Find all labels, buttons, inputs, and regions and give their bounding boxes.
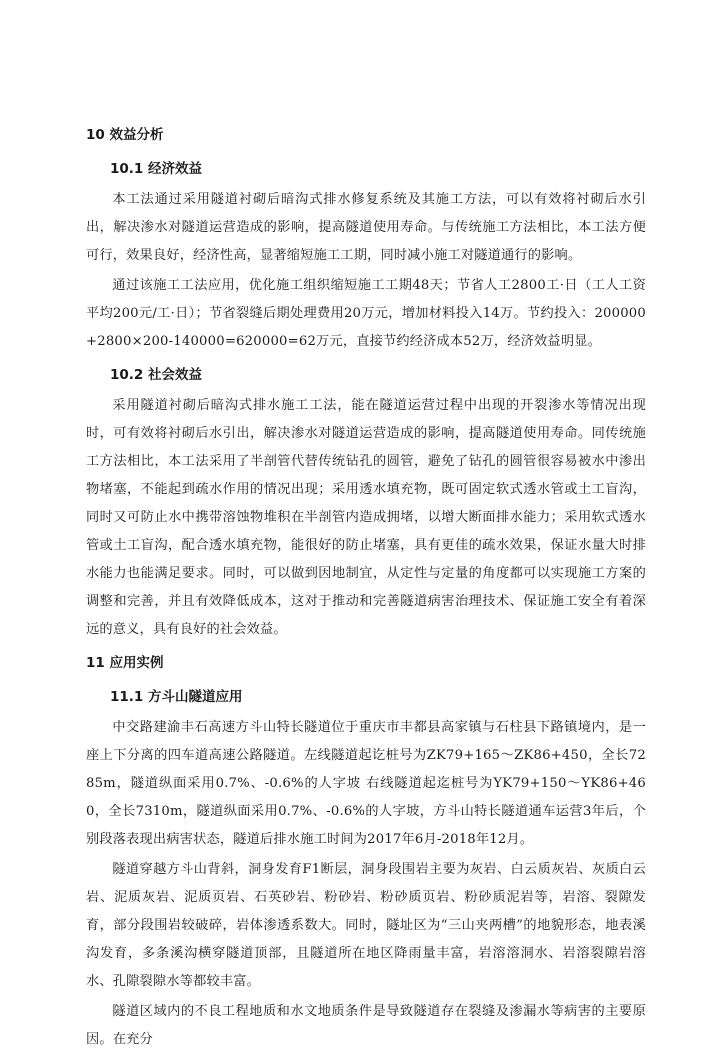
section-11-1-paragraph-2: 隧道穿越方斗山背斜，洞身发育F1断层，洞身段围岩主要为灰岩、白云质灰岩、灰质白云岩、泥质灰岩、泥质页岩、石英砂岩、粉砂岩、粉砂质页岩、粉砂质泥岩等，岩溶、裂隙发育，部分段围岩较破碎，岩体渗透系数大。同时，隧址区为“三山夹两槽”的地貌形态，地表溪沟发育，多条溪沟横穿隧道顶部，且隧道所在地区降雨量丰富，岩溶溶洞水、岩溶裂隙岩溶水、孔隙裂隙水等都较丰富。: [86, 862, 646, 989]
document-body: [86, 118, 646, 1056]
section-10-heading: 10 效益分析: [86, 127, 164, 143]
section-11-1-paragraph-3: 隧道区域内的不良工程地质和水文地质条件是导致隧道存在裂缝及渗漏水等病害的主要原因。在充分: [86, 1004, 646, 1047]
section-10-2-heading: 10.2 社会效益: [110, 367, 203, 383]
section-11-1-paragraph-1: 中交路建渝丰石高速方斗山特长隧道位于重庆市丰都县高家镇与石柱县下路镇境内，是一座上下分离的四车道高速公路隧道。左线隧道起讫桩号为ZK79+165～ZK86+450，全长7285m，隧道纵面采用0.7%、-0.6%的人字坡 右线隧道起迄桩号为YK79+150～YK86+460，全长7310m，隧道纵面采用0.7%、-0.6%的人字坡，方斗山特长隧道通车运营3年后，个别段落表现出病害状态，隧道后排水施工时间为2017年6月-2018年12月。: [86, 720, 646, 847]
section-10-2-paragraph-1: 采用隧道衬砌后暗沟式排水施工工法，能在隧道运营过程中出现的开裂渗水等情况出现时，可有效将衬砌后水引出，解决渗水对隧道运营造成的影响，提高隧道使用寿命。同传统施工方法相比，本工法采用了半剖管代替传统钻孔的圆管，避免了钻孔的圆管很容易被水中渗出物堵塞，不能起到疏水作用的情况出现；采用透水填充物，既可固定软式透水管或土工盲沟，同时又可防止水中携带溶蚀物堆积在半剖管内造成拥堵，以增大断面排水能力；采用软式透水管或土工盲沟，配合透水填充物，能很好的防止堵塞，具有更佳的疏水效果，保证水量大时排水能力也能满足要求。同时，可以做到因地制宜，从定性与定量的角度都可以实现施工方案的调整和完善，并且有效降低成本，这对于推动和完善隧道病害治理技术、保证施工安全有着深远的意义，具有良好的社会效益。: [86, 398, 646, 637]
section-10-1-paragraph-1: 本工法通过采用隧道衬砌后暗沟式排水修复系统及其施工方法，可以有效将衬砌后水引出，解决渗水对隧道运营造成的影响，提高隧道使用寿命。与传统施工方法相比，本工法方便可行，效果良好，经济性高，显著缩短施工工期，同时减小施工对隧道通行的影响。: [86, 192, 646, 263]
section-11-heading: 11 应用实例: [86, 655, 164, 671]
section-11-1-heading: 11.1 方斗山隧道应用: [110, 689, 243, 705]
section-10-1-paragraph-2: 通过该施工工法应用，优化施工组织缩短施工工期48天；节省人工2800工·日（工人工资平均200元/工·日）；节省裂缝后期处理费用20万元，增加材料投入14万。节约投入：200000+2800×200-140000=620000=62万元，直接节约经济成本52万，经济效益明显。: [86, 278, 646, 349]
section-10-1-heading: 10.1 经济效益: [110, 161, 203, 177]
